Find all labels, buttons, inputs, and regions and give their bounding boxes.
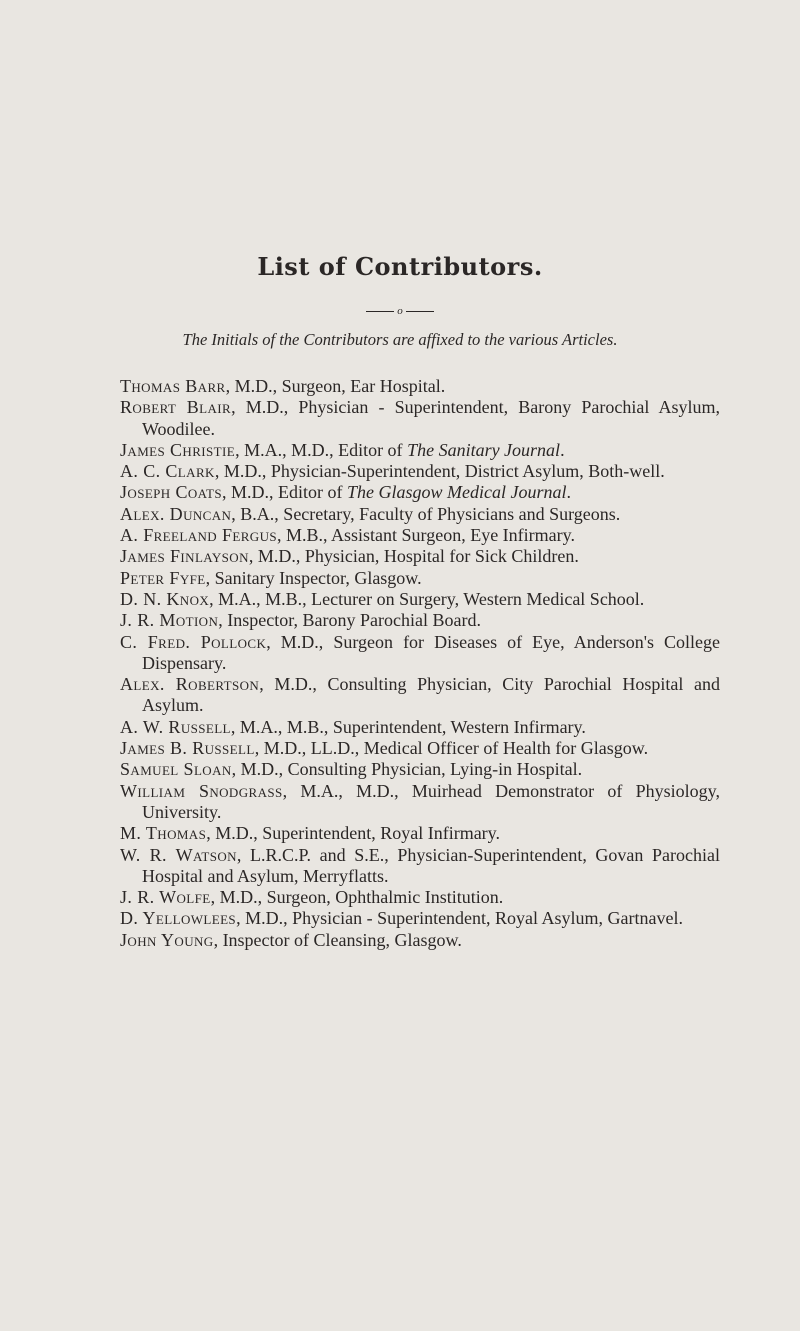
ornament-mark: o: [397, 305, 403, 317]
contributor-name: A. W. Russell: [120, 716, 231, 737]
contributor-name: W. R. Watson: [120, 844, 237, 865]
contributor-detail: , M.D., Physician, Hospital for Sick Children.: [248, 546, 579, 567]
contributor-entry: [120, 461, 720, 482]
contributor-entry: [120, 376, 720, 397]
contributor-name: James B. Russell: [120, 738, 255, 759]
contributor-entry: [120, 546, 720, 567]
contributor-detail: , M.D., Surgeon, Ophthalmic Institution.: [210, 887, 504, 908]
contributor-entry: [120, 845, 720, 888]
contributor-entry: [120, 525, 720, 546]
page-subtitle: The Initials of the Contributors are affixed to the various Articles.: [182, 330, 618, 349]
contributor-entry: [120, 781, 720, 824]
contributor-detail: , M.D., Physician - Superintendent, Barony Parochial Asylum, Woodilee.: [142, 397, 720, 439]
contributor-name: Samuel Sloan: [120, 759, 232, 780]
contributor-detail: , L.R.C.P. and S.E., Physician-Superintendent, Govan Parochial Hospital and Asylum, Merryflatts.: [142, 844, 721, 886]
contributor-detail: , M.A., M.D., Muirhead Demonstrator of Physiology, University.: [142, 780, 720, 822]
entry-tail: .: [566, 482, 571, 503]
contributor-entry: [120, 482, 720, 503]
contributor-name: D. N. Knox: [120, 588, 210, 609]
contributor-detail: , M.A., M.D., Editor of: [235, 439, 408, 460]
contributor-entry: [120, 908, 720, 929]
contributor-detail: , M.D., Surgeon for Diseases of Eye, Anderson's College Dispensary.: [142, 631, 720, 673]
contributor-name: A. C. Clark: [120, 461, 215, 482]
contributor-entry: [120, 738, 720, 759]
contributor-entry: [120, 397, 720, 440]
contributor-detail: , M.D., Consulting Physician, City Parochial Hospital and Asylum.: [142, 674, 720, 716]
contributor-name: A. Freeland Fergus: [120, 525, 277, 546]
contributor-detail: , M.D., Physician - Superintendent, Royal Asylum, Gartnavel.: [236, 908, 684, 929]
contributor-name: Thomas Barr: [120, 376, 226, 396]
contributor-name: Alex. Duncan: [120, 503, 232, 524]
contributor-detail: , Inspector of Cleansing, Glasgow.: [213, 929, 462, 950]
contributor-entry: [120, 589, 720, 610]
contributor-detail: , M.D., Consulting Physician, Lying-in Hospital.: [231, 759, 583, 780]
contributor-name: James Finlayson: [120, 546, 249, 567]
contributor-name: Robert Blair: [120, 397, 232, 418]
contributor-detail: , M.B., Assistant Surgeon, Eye Infirmary.: [277, 525, 575, 546]
contributor-name: C. Fred. Pollock: [120, 631, 267, 652]
contributor-detail: , M.D., Editor of: [222, 482, 347, 503]
contributor-name: James Christie: [120, 439, 236, 460]
contributor-detail: , M.A., M.B., Superintendent, Western Infirmary.: [230, 716, 586, 737]
contributor-entry: [120, 440, 720, 461]
page-title: List of Contributors.: [257, 252, 543, 281]
contributor-list: [120, 376, 720, 951]
contributor-entry: [120, 610, 720, 631]
contributor-detail: , M.D., Physician-Superintendent, District Asylum, Both-well.: [214, 461, 665, 482]
contributor-entry: [120, 759, 720, 780]
contributor-name: Alex. Robertson: [120, 674, 260, 695]
contributor-name: William Snodgrass: [120, 780, 283, 801]
contributor-name: Joseph Coats: [120, 482, 222, 503]
contributor-detail: , M.D., LL.D., Medical Officer of Health for Glasgow.: [254, 738, 649, 759]
contributor-entry: [120, 568, 720, 589]
contributor-detail: , M.A., M.B., Lecturer on Surgery, Western Medical School.: [209, 588, 645, 609]
entry-tail: .: [560, 439, 565, 460]
contributor-name: D. Yellowlees: [120, 908, 237, 929]
contributor-entry: [120, 674, 720, 717]
contributor-entry: [120, 632, 720, 675]
contributor-detail: , B.A., Secretary, Faculty of Physicians and Surgeons.: [231, 503, 621, 524]
contributor-name: John Young: [120, 929, 214, 950]
contributor-name: J. R. Wolfe: [120, 887, 211, 908]
contributor-name: J. R. Motion: [120, 610, 219, 631]
ornament-rule-left: [366, 311, 394, 312]
contributor-detail: , M.D., Superintendent, Royal Infirmary.: [206, 823, 501, 844]
contributor-detail: , Inspector, Barony Parochial Board.: [218, 610, 481, 631]
title-ornament: [0, 306, 800, 317]
contributor-detail: , Sanitary Inspector, Glasgow.: [205, 567, 422, 588]
publication-title: The Sanitary Journal: [407, 439, 561, 460]
contributor-entry: [120, 823, 720, 844]
ornament-rule-right: [406, 311, 434, 312]
contributor-name: Peter Fyfe: [120, 567, 206, 588]
contributor-entry: [120, 887, 720, 908]
contributor-entry: [120, 504, 720, 525]
contributor-name: M. Thomas: [120, 823, 207, 844]
publication-title: The Glasgow Medical Journal: [347, 482, 567, 503]
contributor-entry: [120, 930, 720, 951]
contributor-entry: [120, 717, 720, 738]
contributor-detail: , M.D., Surgeon, Ear Hospital.: [225, 376, 446, 396]
